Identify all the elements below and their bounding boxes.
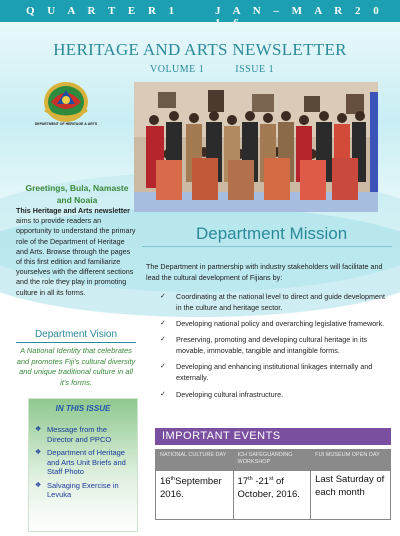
checkmark-icon: ✓ [160,363,166,371]
intro-text: aims to provide readers an opportunity to understand the primary role of the Department of Heritage and Arts. Browse through the pages of this first edition and familiarize yourselves with the different sections and the role they play in promoting culture in all its forms. [16,216,136,297]
event-name-cell: ICH SAFEGUARDING WORKSHOP [233,450,311,471]
in-this-issue-box [28,398,138,532]
events-heading: IMPORTANT EVENTS [155,428,391,445]
department-logo-icon [37,80,95,128]
diamond-bullet-icon: ❖ [35,481,42,489]
volume-issue [150,64,302,75]
event-date-cell [233,471,311,520]
checkmark-icon: ✓ [160,320,166,328]
checkmark-icon: ✓ [160,390,166,398]
mission-item [160,335,392,357]
events-table [155,449,391,520]
mission-heading: Department Mission [196,224,348,243]
mission-item-text: Developing national policy and overarching legislative framework. [176,319,385,329]
quarter-label: Q U A R T E R 1 [26,5,180,17]
top-banner [0,0,400,22]
mission-item [160,362,392,384]
event-date-cell: Last Saturday of each month [311,471,391,520]
mission-intro: The Department in partnership with industry stakeholders will facilitate and lead the cultural development of Fijians by: [146,262,383,282]
issue-item-label: Salvaging Exercise in Levuka [47,480,119,499]
staff-photo [134,82,378,212]
issue-item-label: Department of Heritage and Arts Unit Briefs and Staff Photo [47,448,126,476]
issue-item[interactable] [35,448,135,477]
diamond-bullet-icon: ❖ [35,426,42,433]
mission-item-text: Coordinating at the national level to direct and guide development in the culture and heritage sector. [176,292,385,312]
issue-label: ISSUE 1 [235,64,275,75]
newsletter-title: HERITAGE AND ARTS NEWSLETTER [53,40,347,59]
checkmark-icon: ✓ [160,336,166,344]
event-name-cell: FIJI MUSEUM OPEN DAY [311,450,391,471]
mission-item [160,292,392,314]
events-date-row [156,471,391,520]
volume-label: VOLUME 1 [150,64,205,75]
intro-paragraph [16,206,136,298]
mission-item-text: Preserving, promoting and developing cultural heritage in its movable, immovable, tangible and intangible forms. [176,335,367,356]
mission-item [160,390,392,401]
mission-item-text: Developing and enhancing institutional linkages internally and externally. [176,362,373,383]
checkmark-icon: ✓ [160,293,166,300]
diamond-bullet-icon: ❖ [35,449,42,456]
date-text: 16thSeptember 2016. [160,476,222,501]
divider [16,342,136,343]
vision-text: A National Identity that celebrates and promotes Fiji's cultural diversity and unique traditional culture in all it's forms. [16,346,136,387]
date-range-label: J A N – M A R 2 0 [215,5,384,17]
issue-list [35,425,135,504]
mission-list [160,292,392,406]
issue-item-label: Message from the Director and PPCO [47,425,112,444]
mission-item [160,319,392,330]
in-this-issue-heading: IN THIS ISSUE [55,404,111,413]
mission-item-text: Developing cultural infrastructure. [176,389,284,399]
issue-item[interactable] [35,425,135,444]
greeting-heading: Greetings, Bula, Namaste and Noaia [25,183,129,205]
event-name-cell: NATIONAL CULTURE DAY [156,450,234,471]
event-date-cell [156,471,234,520]
vision-heading: Department Vision [34,329,118,340]
events-header-row [156,450,391,471]
intro-bold: This Heritage and Arts newsletter [16,206,130,215]
logo-caption: DEPARTMENT OF HERITAGE & ARTS [34,122,98,126]
divider [142,246,392,247]
date-text: 17th -21st of October, 2016. [237,476,300,501]
issue-item[interactable] [35,481,135,500]
